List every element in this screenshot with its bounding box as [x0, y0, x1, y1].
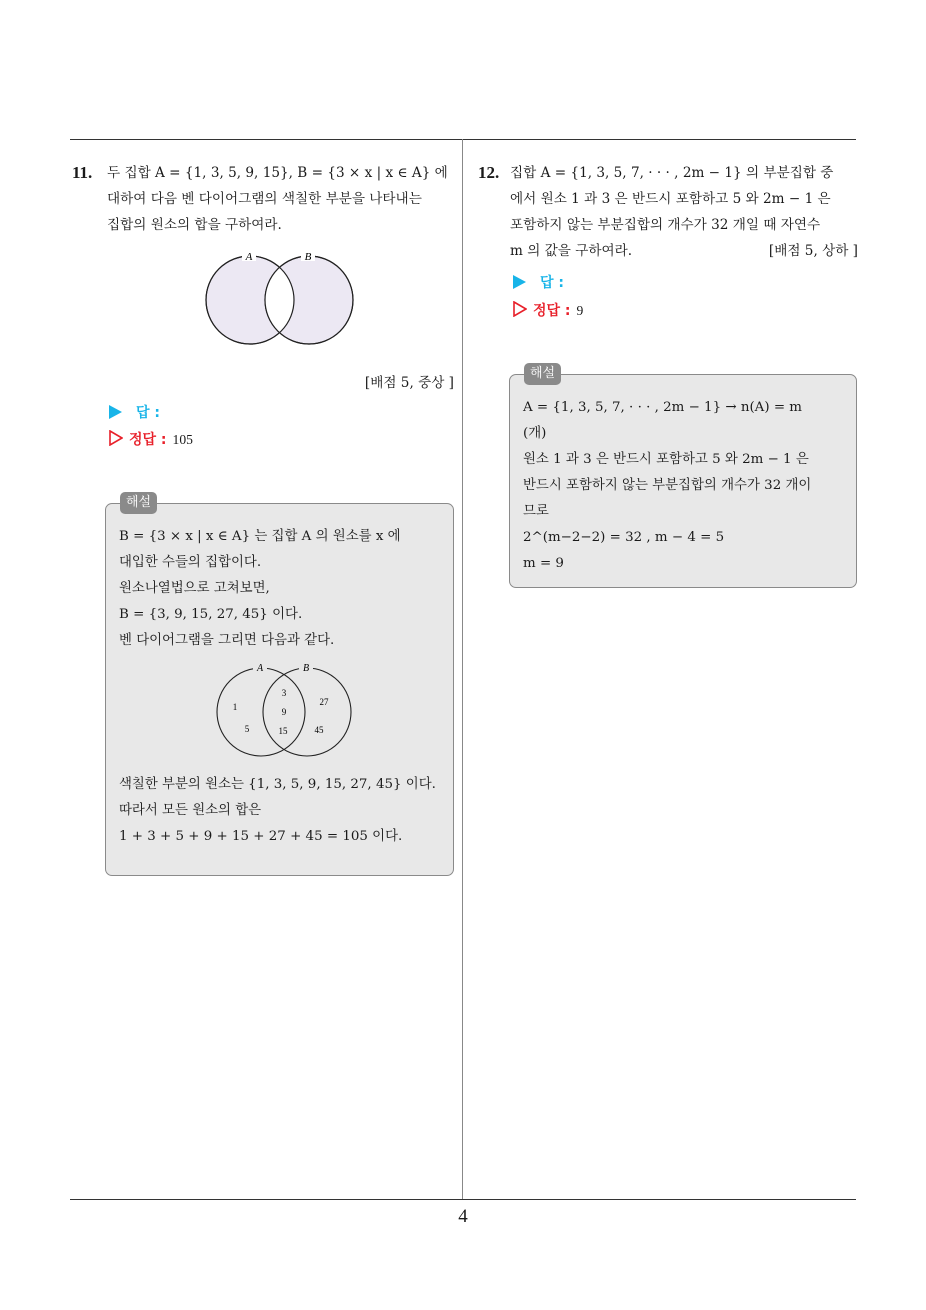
solution-line: 색칠한 부분의 원소는 {1, 3, 5, 9, 15, 27, 45} 이다. [119, 777, 436, 792]
solution-line: (개) [523, 426, 547, 441]
solution-tag: 해설 [524, 363, 561, 385]
solution-line: 반드시 포함하지 않는 부분집합의 개수가 32 개이 [523, 478, 812, 493]
problem-12-line: 집합 A = {1, 3, 5, 7, · · · , 2m − 1} 의 부분집합 중 [510, 165, 834, 181]
correct-label: 정답 : [533, 303, 571, 319]
column-divider [462, 139, 463, 1200]
venn-diagram-question [196, 248, 362, 350]
answer-label: 답 : [540, 275, 564, 291]
problem-11-line: 두 집합 A = {1, 3, 5, 9, 15}, B = {3 × x | x ∈ A} 에 [107, 165, 448, 181]
outline-triangle-icon [109, 430, 123, 446]
correct-value: 105 [172, 432, 193, 447]
solution-line: 원소 1 과 3 은 반드시 포함하고 5 와 2m − 1 은 [523, 452, 809, 467]
solution-line: B = {3, 9, 15, 27, 45} 이다. [119, 607, 303, 622]
venn-element: 1 [232, 702, 238, 712]
problem-11-answer-row [109, 402, 160, 422]
outline-triangle-icon [513, 301, 527, 317]
problem-12-answer-row [513, 272, 564, 292]
solution-line: B = {3 × x | x ∈ A} 는 집합 A 의 원소를 x 에 [119, 529, 401, 544]
correct-label: 정답 : [129, 432, 167, 448]
venn-element: 9 [281, 707, 287, 717]
solution-line: 므로 [523, 504, 549, 519]
page-number: 4 [458, 1206, 468, 1227]
top-rule [70, 139, 856, 140]
venn-element: 5 [244, 724, 250, 734]
solution-line: 따라서 모든 원소의 합은 [119, 803, 262, 818]
problem-11-line: 집합의 원소의 합을 구하여라. [107, 217, 282, 233]
problem-11-line: 대하여 다음 벤 다이어그램의 색칠한 부분을 나타내는 [107, 191, 422, 207]
problem-12-correct-row [513, 300, 583, 320]
play-triangle-icon [513, 275, 526, 289]
solution-line: 원소나열법으로 고쳐보면, [119, 581, 270, 596]
problem-12-points: [배점 5, 상하 ] [768, 243, 858, 259]
problem-11-number: 11. [72, 163, 93, 182]
problem-12-line: 포함하지 않는 부분집합의 개수가 32 개일 때 자연수 [510, 217, 821, 233]
solution-tag: 해설 [120, 492, 157, 514]
problem-11-correct-row [109, 429, 193, 449]
venn-diagram-solution [209, 660, 359, 760]
venn-label-b: B [302, 663, 310, 674]
bottom-rule [70, 1199, 856, 1200]
venn-label-a: A [256, 663, 264, 674]
problem-12 [510, 160, 858, 264]
venn-element: 45 [314, 725, 324, 735]
problem-12-line: m 의 값을 구하여라. [510, 243, 633, 259]
solution-line: 대입한 수들의 집합이다. [119, 555, 262, 570]
correct-value: 9 [576, 303, 584, 318]
solution-line: 1 + 3 + 5 + 9 + 15 + 27 + 45 = 105 이다. [119, 829, 403, 844]
solution-line: A = {1, 3, 5, 7, · · · , 2m − 1} → n(A) = m [523, 400, 802, 415]
answer-label: 답 : [136, 405, 160, 421]
venn-label-a: A [245, 251, 253, 263]
venn-label-b: B [304, 251, 312, 263]
play-triangle-icon [109, 405, 122, 419]
solution-box-12 [509, 366, 857, 588]
problem-12-line: 에서 원소 1 과 3 은 반드시 포함하고 5 와 2m − 1 은 [510, 191, 831, 207]
problem-12-number: 12. [478, 163, 500, 182]
solution-line: m = 9 [523, 556, 564, 571]
problem-11-points: [배점 5, 중상 ] [364, 375, 454, 391]
venn-element: 15 [278, 726, 288, 736]
solution-box-11 [105, 495, 454, 876]
venn-element: 27 [319, 697, 329, 707]
venn-element: 3 [281, 688, 287, 698]
problem-11 [107, 160, 457, 238]
solution-line: 벤 다이어그램을 그리면 다음과 같다. [119, 633, 335, 648]
solution-line: 2^(m−2−2) = 32 , m − 4 = 5 [523, 530, 725, 545]
